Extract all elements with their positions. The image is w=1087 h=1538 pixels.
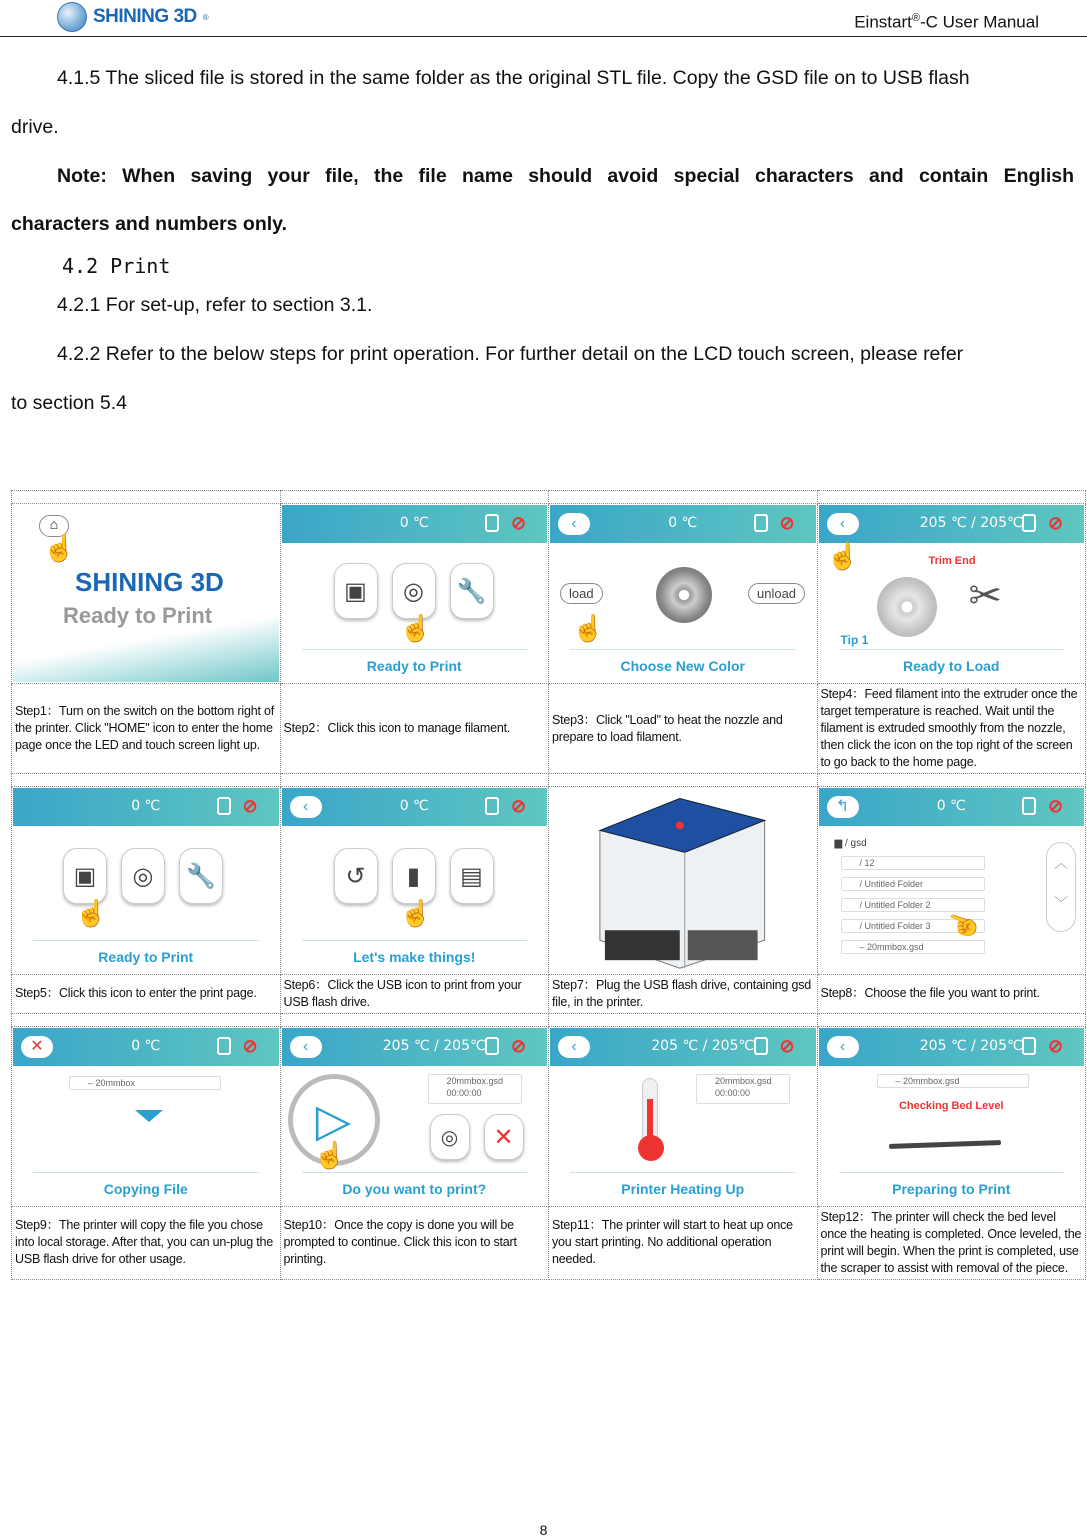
file-folder-gsd: ▆ / gsd — [834, 838, 867, 849]
note-line2: characters and numbers only. — [11, 213, 287, 235]
unload-button: unload — [748, 583, 805, 604]
temperature: 0 ℃ — [131, 1037, 161, 1054]
print-icon: ▣ — [63, 848, 107, 904]
para-4-2-1: 4.2.1 For set-up, refer to section 3.1. — [57, 294, 373, 316]
hand-pointer-icon: ☝ — [942, 904, 982, 946]
hand-pointer-icon: ☝ — [572, 613, 605, 643]
step2-caption: Step2：Click this icon to manage filament. — [280, 684, 549, 774]
history-icon: ↺ — [334, 848, 378, 904]
filament-icon: ◎ — [430, 1114, 470, 1160]
step11-caption: Step11：The printer will start to heat up once you start printing. No additional operation needed. — [549, 1206, 818, 1279]
trim-end-label: Trim End — [928, 555, 976, 567]
file-folder-untitled-3: / Untitled Folder 3 — [841, 919, 985, 933]
step4-image: ‹ 205 ℃ / 205℃ ⊘ Trim End ✂ Tip 1 ☝ Ready to Load — [817, 504, 1086, 684]
temperature: 205 ℃ / 205℃ — [919, 515, 1023, 531]
bed-plate-icon — [888, 1140, 1000, 1149]
brand-name: SHINING 3D — [93, 6, 197, 27]
cancel-icon: ✕ — [21, 1036, 53, 1058]
step10-image: ‹ 205 ℃ / 205℃ ⊘ ▷ 20mmbox.gsd 00:00:00 ◎ ✕ ☝ Do you want to print? — [280, 1026, 549, 1206]
load-button: load — [560, 583, 603, 604]
step4-caption: Step4：Feed filament into the extruder once the target temperature is reached. Wait until the filament is extruded smoothly from the nozzle, then click the icon on the top right of the screen to go back to the home page. — [817, 684, 1086, 774]
file-folder-untitled: / Untitled Folder — [841, 877, 985, 891]
lock-icon — [485, 514, 499, 532]
printer-illustration — [550, 788, 816, 973]
hand-pointer-icon: ☝ — [43, 533, 76, 563]
step5-caption: Step5：Click this icon to enter the print page. — [12, 974, 281, 1013]
para-4-1-5-cont: drive. — [11, 116, 59, 138]
status-text: Checking Bed Level — [898, 1099, 1004, 1112]
step6-image: ‹ 0 ℃ ⊘ ↺ ▮ ▤ ☝ Let's make things! — [280, 787, 549, 975]
wifi-off-icon: ⊘ — [511, 513, 527, 533]
step2-image — [280, 504, 549, 684]
splash-brand: SHINING 3D — [75, 567, 224, 597]
print-icon: ▣ — [334, 563, 378, 619]
tools-icon: 🔧 — [179, 848, 223, 904]
para-4-2-2-cont: to section 5.4 — [11, 392, 127, 414]
step8-caption: Step8：Choose the file you want to print. — [817, 974, 1086, 1013]
screen-label: Choose New Color — [620, 658, 745, 674]
step7-caption: Step7：Plug the USB flash drive, containing gsd file, in the printer. — [549, 974, 818, 1013]
temperature: 0 ℃ — [399, 798, 429, 814]
step7-image — [549, 787, 818, 975]
screen-label: Ready to Print — [98, 948, 194, 965]
step11-image: ‹ 205 ℃ / 205℃ ⊘ 20mmbox.gsd 00:00:00 Printer Heating Up — [549, 1026, 818, 1206]
play-icon: ▷ — [288, 1074, 380, 1166]
page-header — [0, 0, 1087, 37]
tools-icon: 🔧 — [450, 563, 494, 619]
thermometer-icon — [642, 1078, 658, 1150]
page-number: 8 — [539, 1522, 548, 1538]
filament-icon: ◎ — [392, 563, 436, 619]
temperature: 205 ℃ / 205℃ — [919, 1037, 1023, 1054]
cancel-icon: ✕ — [484, 1114, 524, 1160]
step12-caption: Step12：The printer will check the bed level once the heating is completed. Once leveled, the print will begin. When the print is completed, use the scraper to assist with removal of the piece. — [817, 1206, 1086, 1279]
step9-image: ✕ 0 ℃ ⊘ – 20mmbox Copying File — [12, 1026, 281, 1206]
temperature: 205 ℃ / 205℃ — [382, 1037, 486, 1054]
file-folder-untitled-2: / Untitled Folder 2 — [841, 898, 985, 912]
step12-image: ‹ 205 ℃ / 205℃ ⊘ – 20mmbox.gsd Checking Bed Level Preparing to Print — [817, 1026, 1086, 1206]
file-folder-12: / 12 — [841, 856, 985, 870]
note-line1: Note: When saving your file, the file name should avoid special characters and contain English — [57, 165, 1074, 187]
step10-caption: Step10：Once the copy is done you will be prompted to continue. Click this icon to start printing. — [280, 1206, 549, 1279]
scroll-arrows-icon: ︿ ﹀ — [1046, 842, 1076, 932]
steps-table — [11, 490, 1086, 1280]
para-4-1-5: 4.1.5 The sliced file is stored in the same folder as the original STL file. Copy the GSD file on to USB flash — [57, 67, 970, 89]
file-info-row: 20mmbox.gsd 00:00:00 — [696, 1074, 790, 1104]
file-name-row: – 20mmbox — [69, 1076, 221, 1090]
local-storage-icon: ▤ — [450, 848, 494, 904]
screen-label: Ready to Print — [366, 658, 462, 674]
step9-caption: Step9：The printer will copy the file you chose into local storage. After that, you can un-plug the USB flash drive for other usage. — [12, 1206, 281, 1279]
scissors-icon: ✂ — [968, 574, 1003, 618]
hand-pointer-icon: ☝ — [399, 613, 432, 643]
temperature: 205 ℃ / 205℃ — [651, 1037, 755, 1054]
splash-subtitle: Ready to Print — [63, 603, 213, 628]
screen-label: Let's make things! — [353, 948, 476, 965]
para-4-2-2: 4.2.2 Refer to the below steps for print operation. For further detail on the LCD touch screen, please refer — [57, 343, 964, 365]
step3-caption: Step3：Click "Load" to heat the nozzle and prepare to load filament. — [549, 684, 818, 774]
home-icon: ⌂ — [39, 515, 69, 537]
return-icon: ↰ — [827, 796, 859, 818]
file-info-row: 20mmbox.gsd 00:00:00 — [428, 1074, 522, 1104]
step1-caption: Step1：Turn on the switch on the bottom right of the printer. Click "HOME" icon to enter the home page once the LED and touch screen light up. — [12, 684, 281, 774]
temperature: 0 ℃ — [668, 515, 698, 531]
step6-caption: Step6：Click the USB icon to print from your USB flash drive. — [280, 974, 549, 1013]
filament-icon: ◎ — [121, 848, 165, 904]
spool-icon — [877, 577, 937, 637]
hand-pointer-icon: ☝ — [313, 1139, 346, 1170]
tip-label: Tip 1 — [840, 633, 869, 647]
screen-label: Ready to Load — [903, 658, 1000, 674]
screen-label: Copying File — [103, 1180, 188, 1197]
file-gsd: – 20mmbox.gsd — [841, 940, 985, 954]
temperature: 0 ℃ — [399, 515, 429, 531]
section-heading: 4.2 Print — [62, 254, 171, 278]
file-name-row: – 20mmbox.gsd — [877, 1074, 1029, 1088]
step3-image: ‹ 0 ℃ ⊘ load unload ☝ Choose New Color — [549, 504, 818, 684]
manual-title: Einstart®-C User Manual — [854, 12, 1039, 32]
step1-image — [12, 504, 281, 684]
step8-image: ↰ 0 ℃ ⊘ ▆ / gsd / 12 / Untitled Folder / Untitled Folder 2 / Untitled Folder 3 – 20mmbox.gsd ☝ ︿ ﹀ — [817, 787, 1086, 975]
hand-pointer-icon: ☝ — [399, 898, 432, 928]
step5-image: 0 ℃ ⊘ ▣ ◎ 🔧 ☝ Ready to Print — [12, 787, 281, 975]
shining3d-logo: SHINING 3D ® — [57, 2, 209, 32]
screen-label: Do you want to print? — [342, 1180, 487, 1197]
screen-label: Printer Heating Up — [621, 1180, 745, 1197]
hand-pointer-icon: ☝ — [826, 541, 859, 571]
temperature: 0 ℃ — [936, 798, 966, 814]
download-arrow-icon — [135, 1110, 163, 1122]
hand-pointer-icon: ☝ — [75, 898, 108, 928]
usb-icon: ▮ — [392, 848, 436, 904]
globe-icon — [57, 2, 87, 32]
screen-label: Preparing to Print — [892, 1180, 1011, 1197]
spool-icon — [656, 567, 712, 623]
temperature: 0 ℃ — [131, 798, 161, 814]
back-icon: ‹ — [558, 513, 590, 535]
